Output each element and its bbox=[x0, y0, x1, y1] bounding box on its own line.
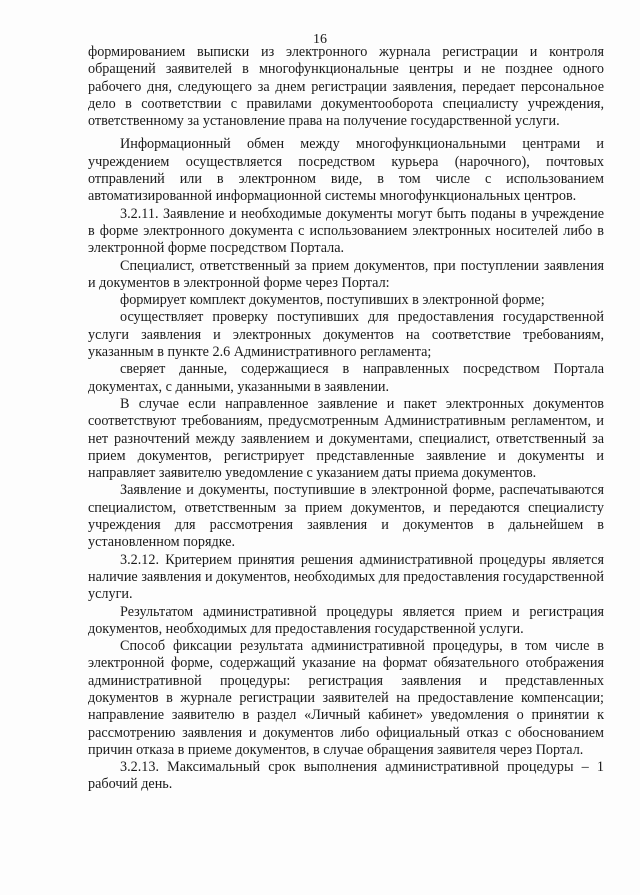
paragraph-fixation-method: Способ фиксации результата административной процедуры, в том числе в электронной форме, содержащий указание на формат обязательного отображения административной процедуры: регистрация заявления и представленных документов в журнале регистрации заявителей на предоставление компенсации; направление заявителю в раздел «Личный кабинет» уведомления о принятии к рассмотрению заявления и документов либо официальный отказ с обоснованием причин отказа в приеме документов, в случае обращения заявителя через Портал. bbox=[88, 638, 604, 758]
paragraph-registration-case: В случае если направленное заявление и пакет электронных документов соответствуют требованиям, предусмотренным Административным регламентом, и нет разночтений между заявлением и документами, специалист, ответственный за прием документов, регистрирует представленные заявление и документы и направляет заявителю уведомление с указанием даты приема документов. bbox=[88, 395, 604, 482]
paragraph-forms-set: формирует комплект документов, поступивших в электронной форме; bbox=[120, 292, 545, 309]
paragraph-3-2-13: 3.2.13. Максимальный срок выполнения административной процедуры – 1 рабочий день. bbox=[88, 759, 604, 793]
paragraph-specialist-portal: Специалист, ответственный за прием документов, при поступлении заявления и документов в электронной форме через Портал: bbox=[88, 257, 604, 291]
paragraph-information-exchange: Информационный обмен между многофункциональными центрами и учреждением осуществляется посредством курьера (нарочного), почтовых отправлений или в электронном виде, в том числе с использованием автоматизированной информационной системы многофункциональных центров. bbox=[88, 136, 604, 205]
paragraph-verification: осуществляет проверку поступивших для предоставления государственной услуги заявления и электронных документов на соответствие требованиям, указанным в пункте 2.6 Административного регламента; bbox=[88, 309, 604, 361]
paragraph-continuation: формированием выписки из электронного журнала регистрации и контроля обращений заявителей в многофункциональные центры и не позднее одного рабочего дня, следующего за днем регистрации заявления, передает персональное дело в соответствии с правилами документооборота специалисту учреждения, ответственному за установление права на получение государственной услуги. bbox=[88, 44, 604, 130]
paragraph-3-2-12: 3.2.12. Критерием принятия решения административной процедуры является наличие заявления и документов, необходимых для предоставления государственной услуги. bbox=[88, 551, 604, 603]
page-number: 16 bbox=[313, 32, 327, 47]
paragraph-3-2-11: 3.2.11. Заявление и необходимые документы могут быть поданы в учреждение в форме электронного документа с использованием электронных носителей либо в электронной форме посредством Портала. bbox=[88, 205, 604, 257]
paragraph-data-check: сверяет данные, содержащиеся в направленных посредством Портала документах, с данными, указанными в заявлении. bbox=[88, 361, 604, 395]
paragraph-result: Результатом административной процедуры является прием и регистрация документов, необходимых для предоставления государственной услуги. bbox=[88, 603, 604, 637]
paragraph-printing: Заявление и документы, поступившие в электронной форме, распечатываются специалистом, ответственным за прием документов, и передаются специалисту учреждения для рассмотрения заявления и документов в дальнейшем в установленном порядке. bbox=[88, 482, 604, 551]
document-body bbox=[88, 44, 604, 794]
